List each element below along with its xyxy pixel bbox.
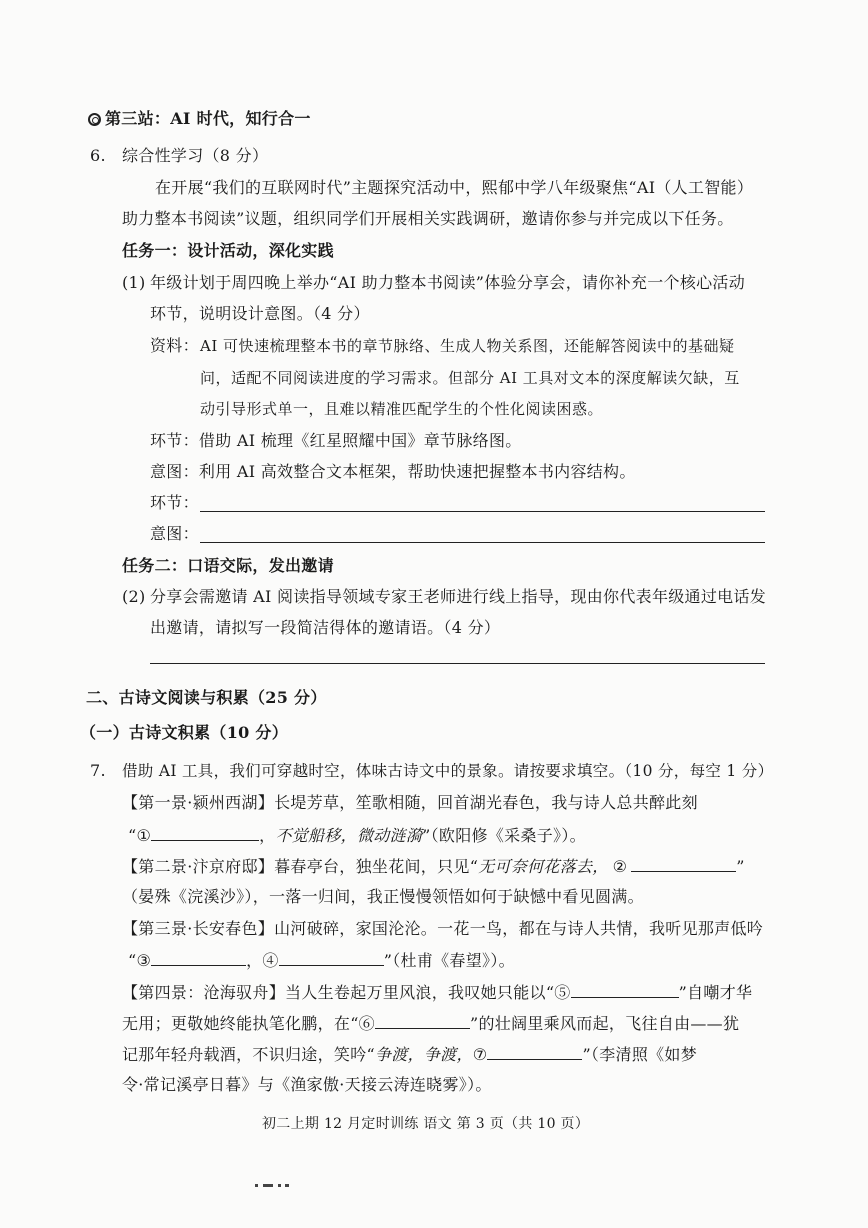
section-2-heading: 二、古诗文阅读与积累（25 分） [86,688,327,707]
question-6-number: 6. [90,146,106,165]
example-link: 环节：借助 AI 梳理《红星照耀中国》章节脉络图。 [150,431,522,450]
question-7-number: 7. [90,761,106,780]
scene-1-line-1 [122,792,698,814]
answer-intent-line[interactable] [200,542,765,543]
scene-4-tag: 【第四景：沧海驭舟】 [122,983,286,1002]
scene-4-line-3: 记那年轻舟载酒，不识归途，笑吟“争渡，争渡，⑦ ”（李清照《如梦 [122,1045,698,1064]
scene-1-line-2: “① ，不觉船移，微动涟漪”（欧阳修《采桑子》）。 [128,826,586,845]
scene-3-text: 山河破碎，家国沦沦。一花一鸟，都在与诗人共情，我听见那声低吟 [274,919,764,938]
subsection-1-heading: （一）古诗文积累（10 分） [80,723,289,742]
scan-artifact [255,1184,295,1190]
bullseye-icon [88,113,101,126]
answer-intent-label: 意图： [150,524,199,543]
question-6-intro-line-2: 助力整本书阅读”议题，组织同学们开展相关实践调研，邀请你参与并完成以下任务。 [122,209,734,228]
scene-4-line-1: 【第四景：沧海驭舟】当人生卷起万里风浪，我叹她只能以“⑤ ”自嘲才华 [122,983,753,1002]
blank-2[interactable] [631,855,736,872]
station-heading: 第三站：AI 时代，知行合一 [88,108,311,130]
scene-3-line-1 [122,918,763,940]
scene-1-tag: 【第一景·颍州西湖】 [122,793,275,812]
part-2-number: (2) [122,587,146,606]
question-6-intro-line-1: 在开展“我们的互联网时代”主题探究活动中，熙郁中学八年级聚焦“AI（人工智能） [155,178,754,197]
answer-link-label: 环节： [150,493,199,512]
question-6-title: 综合性学习（8 分） [122,146,269,165]
blank-3[interactable] [151,949,246,966]
scene-2-line-1: 【第二景·汴京府邸】暮春亭台，独坐花间，只见“无可奈何花落去， ② ” [122,857,745,876]
material-label: 资料： [150,336,199,355]
scene-3-tag: 【第三景·长安春色】 [122,919,275,938]
scene-2-line-2: （晏殊《浣溪沙》），一落一归间，我正慢慢领悟如何于缺憾中看见圆满。 [122,887,644,906]
question-7-stem: 借助 AI 工具，我们可穿越时空，体味古诗文中的景象。请按要求填空。（10 分，每空 1 分） [122,762,774,780]
scene-4-line-4: 令·常记溪亭日暮》与《渔家傲·天接云涛连晓雾》）。 [122,1075,492,1094]
part-1-line-2: 环节，说明设计意图。（4 分） [150,304,370,323]
invitation-answer-line[interactable] [150,663,765,664]
scene-1-quote: 不觉船移，微动涟漪 [275,826,423,845]
blank-7[interactable] [487,1043,582,1060]
part-1-line-1: 年级计划于周四晚上举办“AI 助力整本书阅读”体验分享会，请你补充一个核心活动 [150,273,746,292]
material-line-2: 问，适配不同阅读进度的学习需求。但部分 AI 工具对文本的深度解读欠缺，互 [200,369,740,387]
blank-4[interactable] [279,949,384,966]
answer-link-line[interactable] [200,511,765,512]
scene-1-text: 长堤芳草，笙歌相随，回首湖光春色，我与诗人总共醉此刻 [274,793,698,812]
material-line-1: AI 可快速梳理整本书的章节脉络、生成人物关系图，还能解答阅读中的基础疑 [200,337,735,355]
material-line-3: 动引导形式单一，且难以精准匹配学生的个性化阅读困惑。 [200,400,604,418]
blank-6[interactable] [375,1012,470,1029]
scene-2-quote: 无可奈何花落去， [478,857,609,876]
blank-5[interactable] [571,981,679,998]
task-1-heading: 任务一：设计活动，深化实践 [122,241,334,260]
task-2-heading: 任务二：口语交际，发出邀请 [122,556,334,575]
scene-2-tag: 【第二景·汴京府邸】 [122,857,275,876]
example-intent: 意图：利用 AI 高效整合文本框架，帮助快速把握整本书内容结构。 [150,462,636,481]
part-2-line-1: 分享会需邀请 AI 阅读指导领域专家王老师进行线上指导，现由你代表年级通过电话发 [150,587,767,606]
part-2-line-2: 出邀请，请拟写一段简洁得体的邀请语。（4 分） [150,618,501,637]
scene-4-quote: 争渡，争渡， [374,1045,473,1064]
part-1-number: (1) [122,273,146,292]
scene-4-line-2: 无用；更敬她终能执笔化鹏，在“⑥ ”的壮阔里乘风而起，飞往自由——犹 [122,1014,740,1033]
page-footer: 初二上期 12 月定时训练 语文 第 3 页（共 10 页） [262,1116,590,1132]
scene-3-line-2: “③ ，④ ”（杜甫《春望》）。 [128,951,515,970]
blank-1[interactable] [151,824,259,841]
